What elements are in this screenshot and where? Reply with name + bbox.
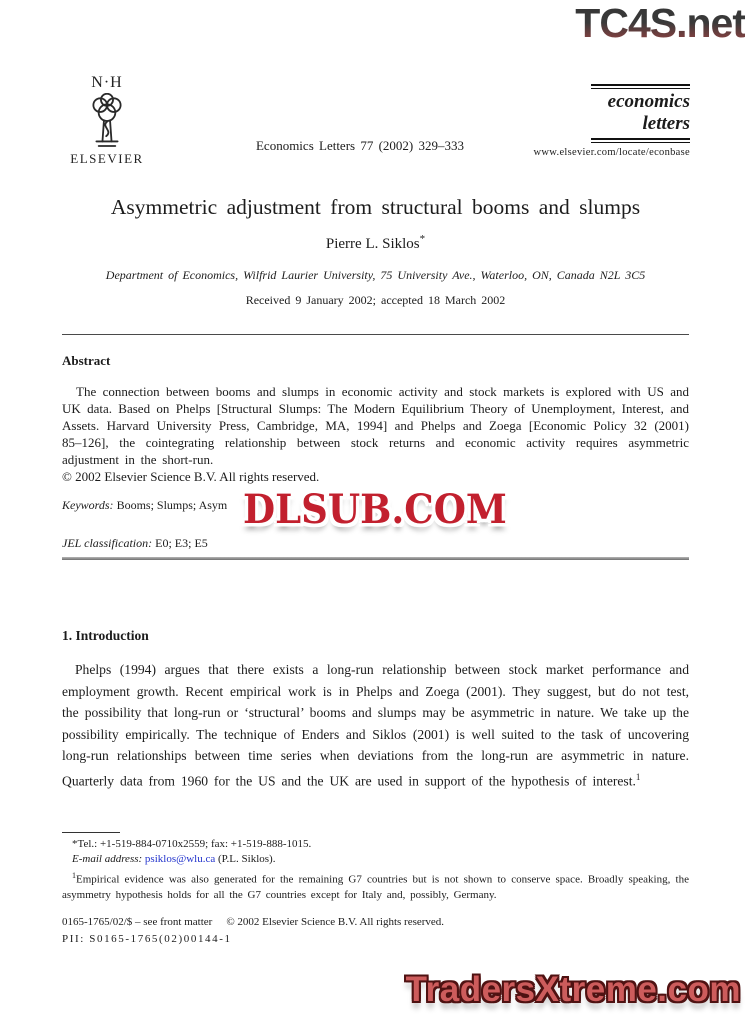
journal-name-line1: economics bbox=[607, 91, 690, 112]
email-suffix: (P.L. Siklos). bbox=[218, 853, 276, 866]
author-line bbox=[0, 233, 751, 253]
journal-name-line2: letters bbox=[642, 113, 690, 134]
author-footnote-mark: * bbox=[419, 233, 426, 245]
abstract-divider bbox=[62, 557, 689, 560]
watermark-tc4s: TC4S.net bbox=[575, 0, 745, 46]
footnote-1-text: Empirical evidence was also generated for the remaining G7 countries but is not shown to conserve space. Broadly speaking, the asymmetry hypothesis holds for all the G7 countries except for Italy and, possibly, Germany. bbox=[62, 873, 689, 901]
jel-line bbox=[62, 536, 208, 551]
imprint-copyright: © 2002 Elsevier Science B.V. All rights reserved. bbox=[226, 916, 445, 928]
email-label: E-mail address: bbox=[72, 853, 143, 866]
received-dates: Received 9 January 2002; accepted 18 March 2002 bbox=[245, 293, 506, 307]
elsevier-nh-label: N·H bbox=[91, 74, 123, 91]
keywords-line bbox=[62, 498, 227, 513]
footnote-email-line bbox=[62, 852, 689, 867]
abstract-body bbox=[62, 383, 689, 485]
journal-nameplate bbox=[522, 84, 690, 158]
abstract-text: The connection between booms and slumps in economic activity and stock markets is explored with US and UK data. Based on Phelps [Structural Slumps: The Modern Equilibrium Theory of Unemployment, Interest, and Assets. Harvard University Press, Cambridge, MA, 1994] and Phelps and Zoega [Economic Policy 32 (2001) 85–126], the cointegrating relationship between stock returns and economic activity requires asymmetric adjustment in the short-run. bbox=[62, 384, 689, 467]
elsevier-tree-icon bbox=[84, 93, 130, 149]
nameplate-bottom-rule bbox=[591, 138, 690, 143]
journal-citation: Economics Letters 77 (2002) 329–333 bbox=[255, 138, 464, 153]
email-link[interactable]: psiklos@wlu.ca bbox=[144, 853, 216, 866]
author-affiliation: Department of Economics, Wilfrid Laurier University, 75 University Ave., Waterloo, ON, Canada N2L 3C5 bbox=[105, 268, 646, 282]
jel-values: E0; E3; E5 bbox=[155, 536, 208, 550]
pii-line: PII: S0165-1765(02)00144-1 bbox=[62, 932, 232, 945]
footnote-1 bbox=[62, 868, 689, 903]
introduction-paragraph bbox=[62, 659, 689, 792]
introduction-text: Phelps (1994) argues that there exists a long-run relationship between stock market performance and employment growth. Recent empirical work is in Phelps and Zoega (2001). They suggest, but do not test, the possibility that long-run or ‘structural’ booms and slumps may be asymmetric in nature. We take up the possibility empirically. The technique of Enders and Siklos (2001) is well suited to the task of uncovering long-run relationships between time series when deviations from the long-run are asymmetric in nature. Quarterly data from 1960 for the US and the UK are used in support of the hypothesis of interest. bbox=[62, 662, 689, 789]
footnote-1-mark: 1 bbox=[72, 870, 76, 880]
jel-label: JEL classification: bbox=[62, 536, 153, 550]
watermark-dlsub: DLSUB.COM bbox=[243, 485, 507, 533]
keywords-values: Booms; Slumps; Asym bbox=[116, 498, 228, 512]
journal-url[interactable]: www.elsevier.com/locate/econbase bbox=[533, 147, 690, 158]
issn-front-matter: 0165-1765/02/$ – see front matter bbox=[62, 916, 213, 928]
elsevier-wordmark: ELSEVIER bbox=[70, 151, 144, 166]
footnote-tel: *Tel.: +1-519-884-0710x2559; fax: +1-519-888-1015. bbox=[72, 838, 312, 850]
elsevier-logo bbox=[62, 74, 152, 167]
imprint-line1 bbox=[62, 914, 444, 931]
keywords-label: Keywords: bbox=[62, 498, 114, 512]
section-heading-introduction: 1. Introduction bbox=[62, 628, 149, 643]
watermark-tradersxtreme: TradersXtreme.com bbox=[405, 970, 741, 1009]
article-title: Asymmetric adjustment from structural booms and slumps bbox=[110, 195, 641, 219]
journal-name bbox=[522, 89, 690, 138]
header-divider bbox=[62, 334, 689, 335]
footnotes-block bbox=[62, 837, 689, 903]
author-name: Pierre L. Siklos bbox=[325, 236, 420, 252]
footnote-rule bbox=[62, 832, 120, 833]
abstract-copyright: © 2002 Elsevier Science B.V. All rights reserved. bbox=[62, 469, 320, 484]
imprint-block bbox=[62, 914, 444, 947]
introduction-footnote-mark: 1 bbox=[635, 771, 641, 782]
abstract-heading: Abstract bbox=[62, 353, 111, 368]
